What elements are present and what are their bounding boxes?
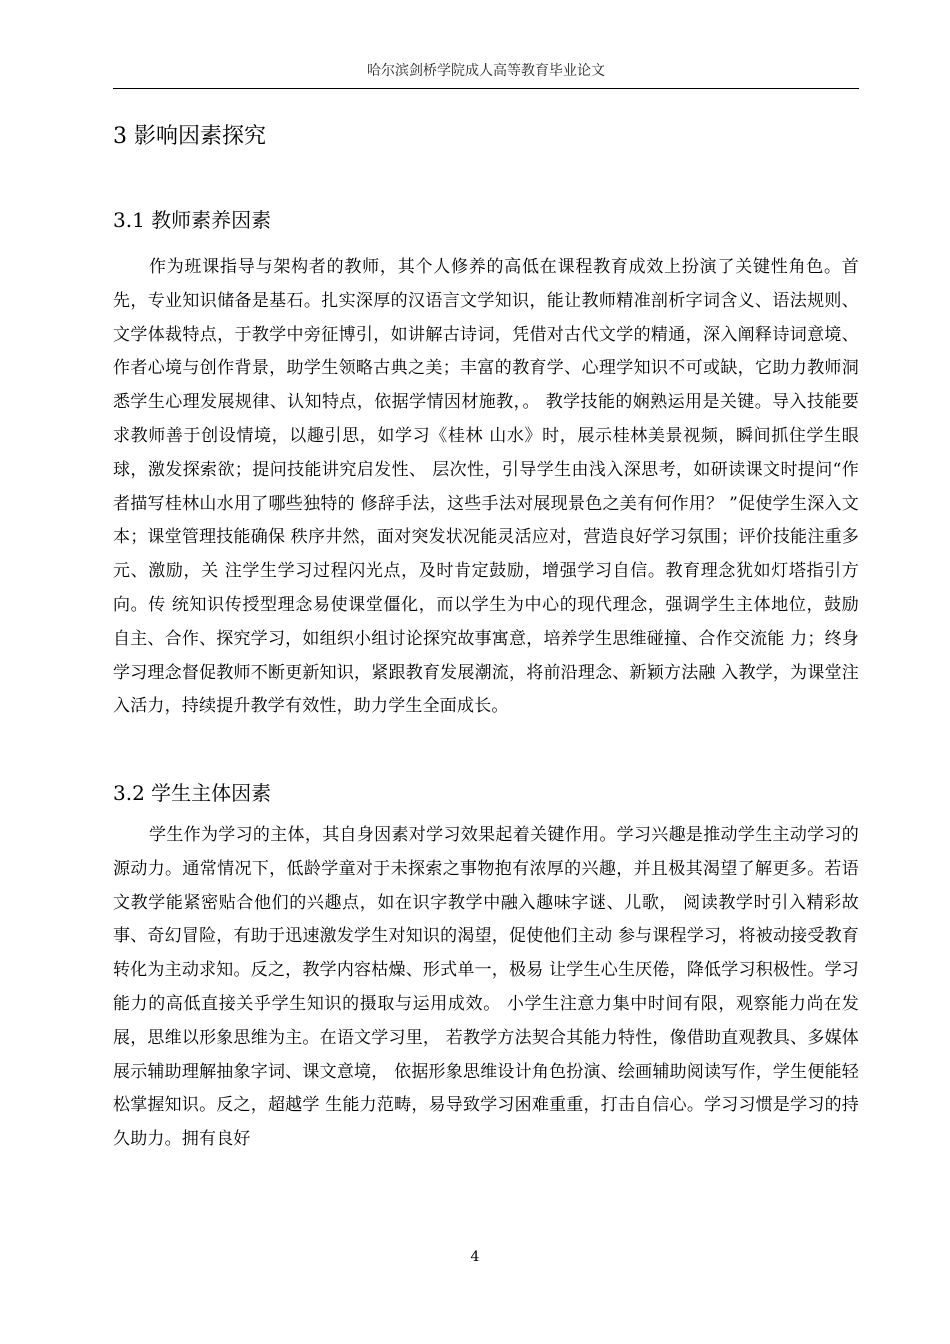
header-divider bbox=[113, 88, 859, 89]
chapter-title: 3 影响因素探究 bbox=[113, 124, 266, 149]
page-number: 4 bbox=[470, 1249, 480, 1265]
section-title-3-2: 3.2 学生主体因素 bbox=[113, 781, 272, 805]
section-3-1-paragraph: 作为班课指导与架构者的教师，其个人修养的高低在课程教育成效上扮演了关键性角色。首先，专业知识储备是基石。扎实深厚的汉语言文学知识，能让教师精准剖析字词含义、语法规则、文学体裁特点，于教学中旁征博引，如讲解古诗词，凭借对古代文学的精通，深入阐释诗词意境、作者心境与创作背景，助学生领略古典之美；丰富的教育学、心理学知识不可或缺，它助力教师洞悉学生心理发展规律、认知特点，依据学情因材施教，。 教学技能的娴熟运用是关键。导入技能要求教师善于创设情境，以趣引思，如学习《桂林 山水》时，展示桂林美景视频，瞬间抓住学生眼球，激发探索欲；提问技能讲究启发性、 层次性，引导学生由浅入深思考，如研读课文时提问“作者描写桂林山水用了哪些独特的 修辞手法，这些手法对展现景色之美有何作用？ ”促使学生深入文本；课堂管理技能确保 秩序井然，面对突发状况能灵活应对，营造良好学习氛围；评价技能注重多元、激励，关 注学生学习过程闪光点，及时肯定鼓励，增强学习自信。教育理念犹如灯塔指引方向。传 统知识传授型理念易使课堂僵化，而以学生为中心的现代理念，强调学生主体地位，鼓励 自主、合作、探究学习，如组织小组讨论探究故事寓意，培养学生思维碰撞、合作交流能 力；终身学习理念督促教师不断更新知识，紧跟教育发展潮流，将前沿理念、新颖方法融 入教学，为课堂注入活力，持续提升教学有效性，助力学生全面成长。 bbox=[113, 257, 859, 717]
section-3-2-paragraph: 学生作为学习的主体，其自身因素对学习效果起着关键作用。学习兴趣是推动学生主动学习的源动力。通常情况下，低龄学童对于未探索之事物抱有浓厚的兴趣，并且极其渴望了解更多。若语文教学能紧密贴合他们的兴趣点，如在识字教学中融入趣味字谜、儿歌， 阅读教学时引入精彩故事、奇幻冒险，有助于迅速激发学生对知识的渴望，促使他们主动 参与课程学习，将被动接受教育转化为主动求知。反之，教学内容枯燥、形式单一，极易 让学生心生厌倦，降低学习积极性。学习能力的高低直接关乎学生知识的摄取与运用成效。 小学生注意力集中时间有限，观察能力尚在发展，思维以形象思维为主。在语文学习里， 若教学方法契合其能力特性，像借助直观教具、多媒体展示辅助理解抽象字词、课文意境， 依据形象思维设计角色扮演、绘画辅助阅读写作，学生便能轻松掌握知识。反之，超越学 生能力范畴，易导致学习困难重重，打击自信心。学习习惯是学习的持久助力。拥有良好 bbox=[113, 825, 859, 1150]
running-header: 哈尔滨剑桥学院成人高等教育毕业论文 bbox=[367, 63, 605, 79]
section-title-3-1: 3.1 教师素养因素 bbox=[113, 208, 272, 232]
